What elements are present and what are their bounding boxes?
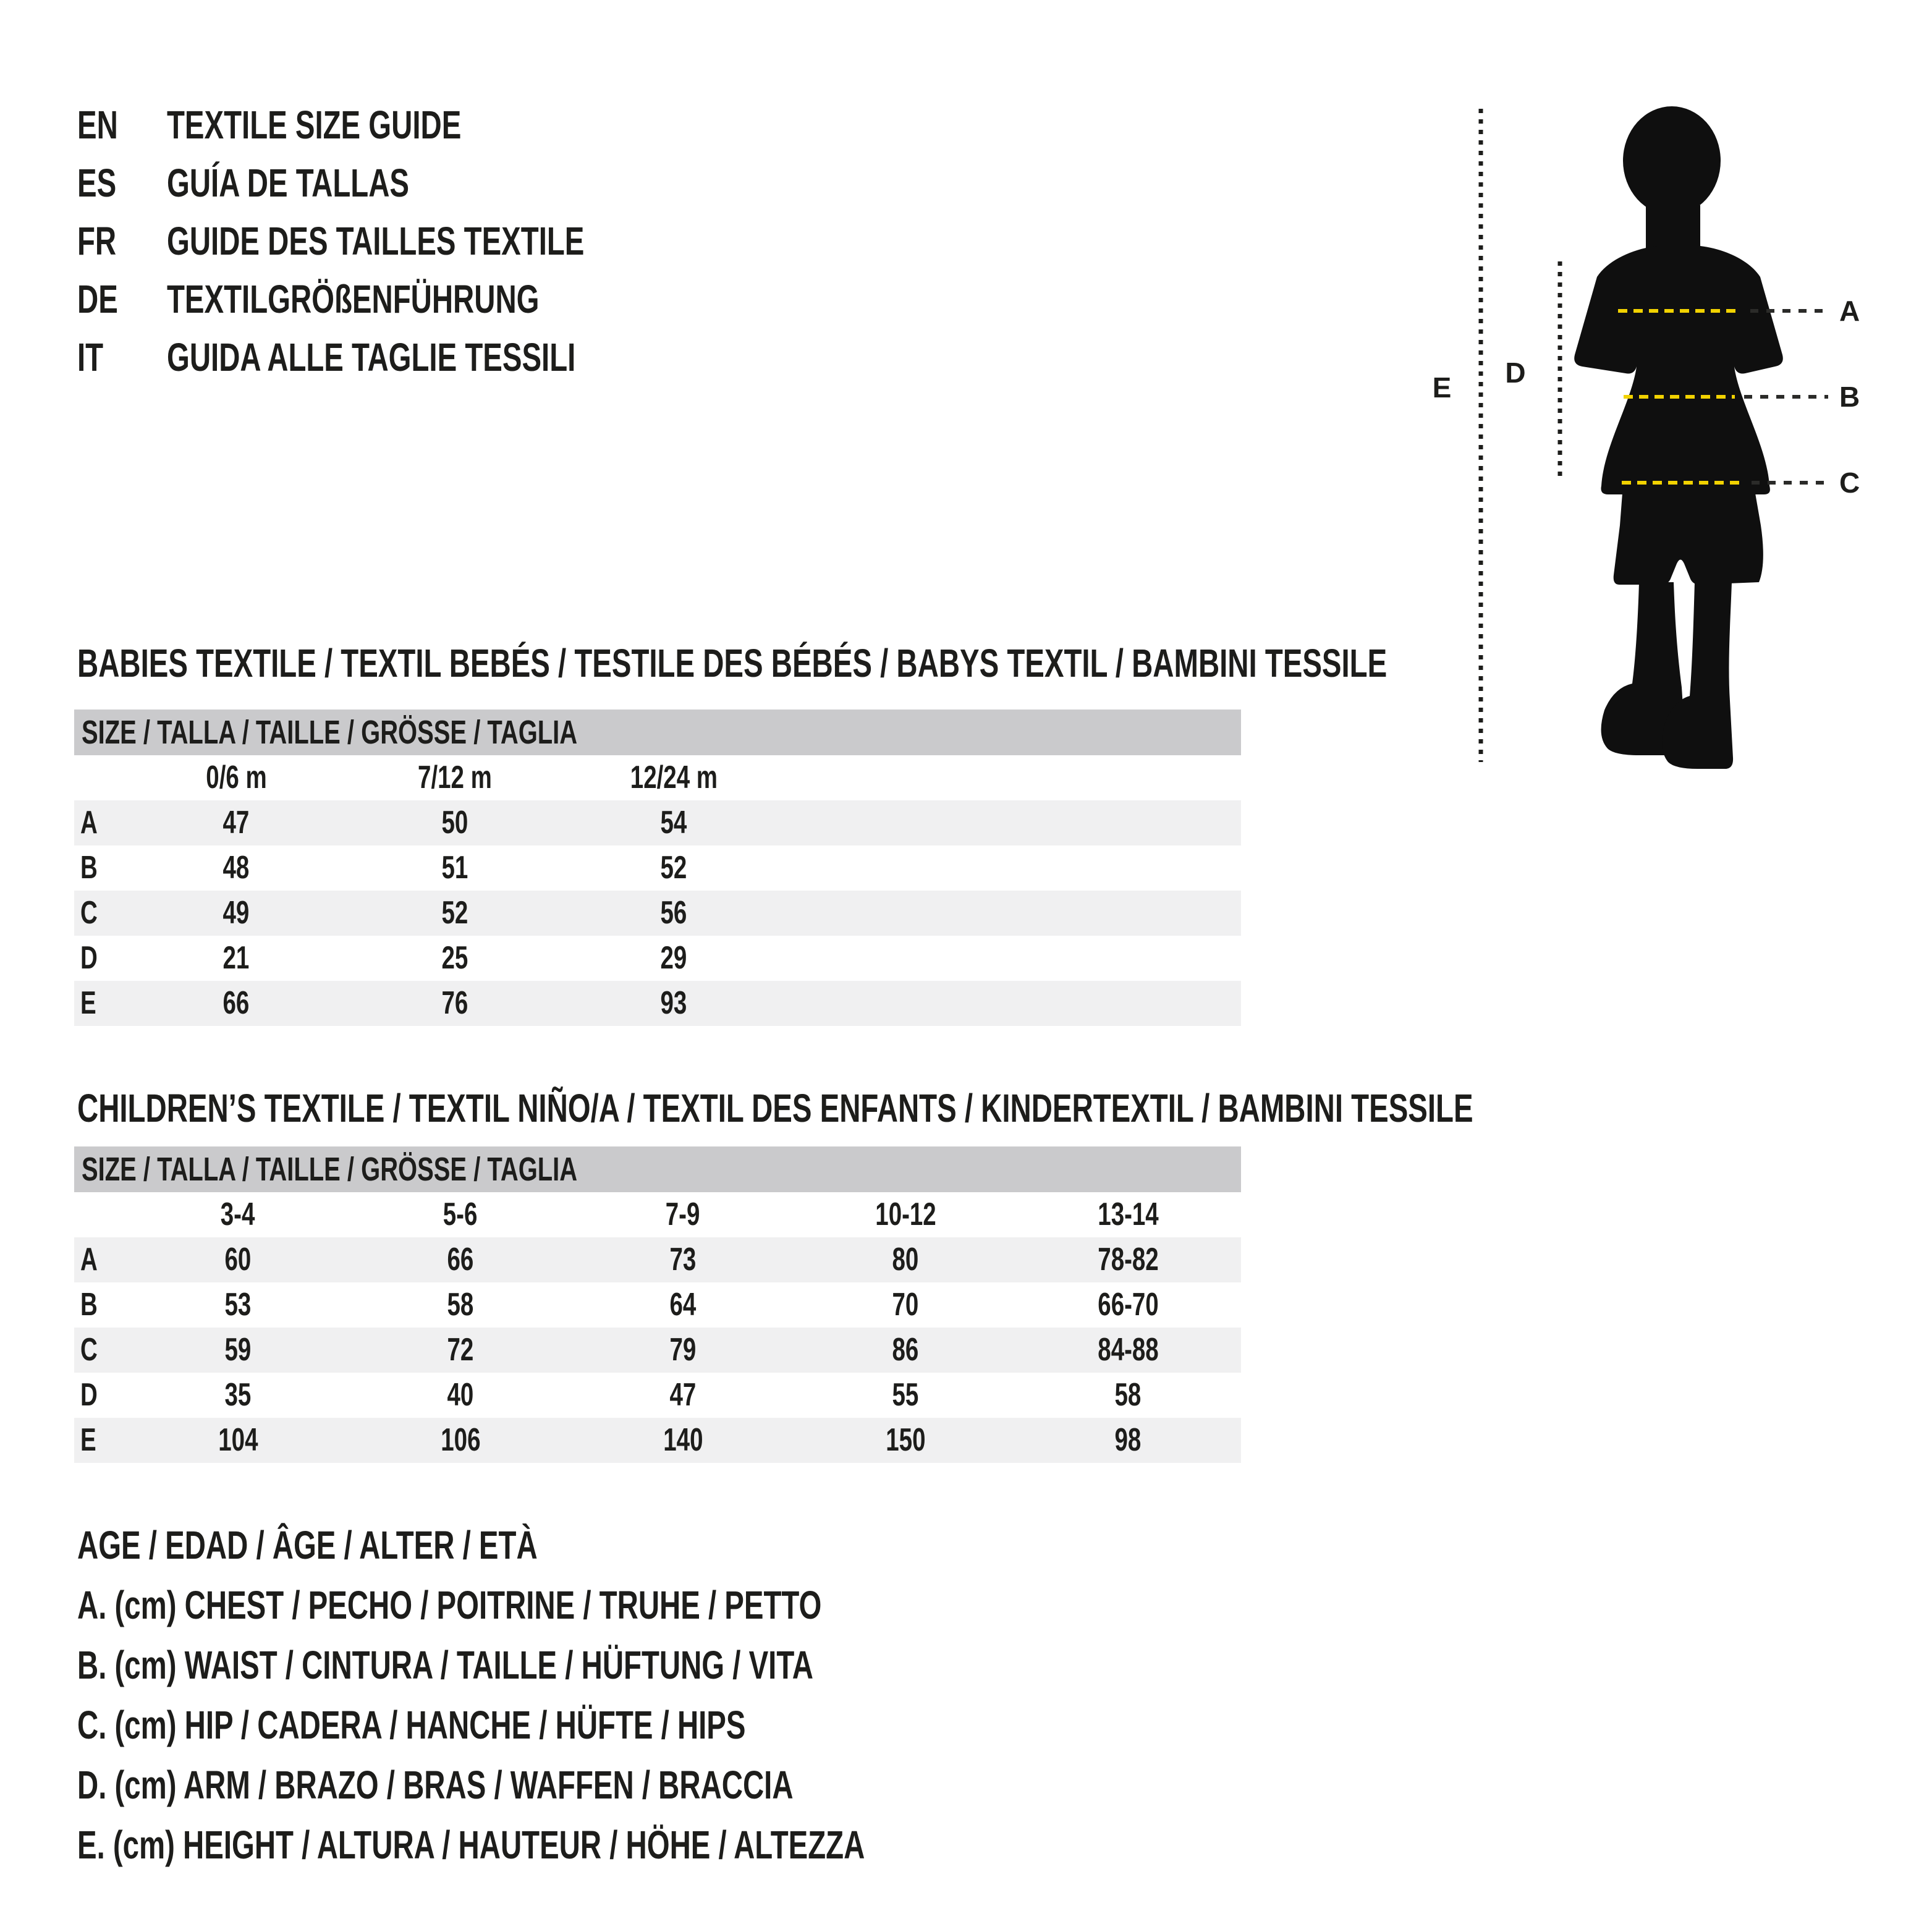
table-cell [349,1328,572,1373]
column-header-3-4 [127,1192,349,1237]
column-header-0-6m [127,755,345,800]
table-cell [349,1282,572,1328]
table-row [74,800,1241,845]
babies-size-header-bar [74,710,1241,755]
cell-value: 98 [1114,1422,1142,1458]
legend-line-waist [77,1635,1142,1695]
table-cell [572,1237,794,1282]
legend-text: AGE / EDAD / ÂGE / ALTER / ETÀ [77,1523,538,1567]
table-row [74,936,1241,981]
cell-value: 55 [892,1377,919,1413]
table-cell [564,845,783,891]
row-label-text: D [80,940,98,976]
cell-value: 35 [224,1377,252,1413]
silhouette-shorts [1614,493,1763,585]
language-title: GUIDA ALLE TAGLIE TESSILI [167,335,576,379]
babies-size-table [74,710,1241,1026]
cell-value: 21 [222,940,250,976]
cell-value: 40 [447,1377,474,1413]
cell-value: 53 [224,1287,252,1323]
table-row [74,1373,1241,1418]
cell-value: 76 [441,985,468,1021]
column-header-text: 0/6 m [205,760,267,795]
table-row [74,1328,1241,1373]
column-header-text: 5-6 [443,1197,478,1232]
table-cell [564,800,783,845]
row-label-text: E [80,985,96,1021]
table-row [74,891,1241,936]
column-header-12-24m [564,755,783,800]
cell-value: 79 [669,1332,697,1368]
table-cell [127,1418,349,1463]
language-title: GUÍA DE TALLAS [167,161,410,205]
size-header-label: SIZE / TALLA / TAILLE / GRÖSSE / TAGLIA [82,1151,578,1188]
table-cell [349,1418,572,1463]
column-header-text: 13-14 [1097,1197,1159,1232]
table-cell [1017,1282,1239,1328]
cell-value: 86 [892,1332,919,1368]
table-cell [349,1237,572,1282]
cell-value: 72 [447,1332,474,1368]
row-label [74,1282,127,1328]
row-label [74,800,127,845]
table-cell [572,1328,794,1373]
cell-value: 104 [218,1422,258,1458]
table-cell [349,1373,572,1418]
legend-text: A. (cm) CHEST / PECHO / POITRINE / TRUHE / PETTO [77,1583,822,1627]
table-cell [564,936,783,981]
table-cell [127,800,345,845]
language-title: TEXTILE SIZE GUIDE [167,103,462,147]
hip-marker-label: C [1839,467,1860,499]
table-cell [794,1237,1017,1282]
cell-value: 60 [224,1242,252,1277]
table-row [74,1237,1241,1282]
column-header-spacer [74,1192,127,1237]
table-cell [1017,1237,1239,1282]
cell-value: 47 [669,1377,697,1413]
cell-value: 93 [660,985,687,1021]
cell-value: 58 [447,1287,474,1323]
table-cell [345,981,564,1026]
language-code: EN [77,103,118,147]
row-label-text: D [80,1377,98,1413]
cell-value: 66 [222,985,250,1021]
table-cell [127,845,345,891]
language-code: ES [77,161,117,205]
legend-line-age [77,1515,1142,1575]
column-header-7-9 [572,1192,794,1237]
babies-column-header-row [74,755,1241,800]
cell-value: 59 [224,1332,252,1368]
cell-value: 54 [660,805,687,841]
row-label [74,845,127,891]
table-cell [345,845,564,891]
cell-value: 29 [660,940,687,976]
row-label-text: B [80,850,98,886]
children-section-title-text: CHILDREN’S TEXTILE / TEXTIL NIÑO/A / TEXTIL DES ENFANTS / KINDERTEXTIL / BAMBINI TESSILE [77,1086,1473,1130]
cell-value: 66-70 [1097,1287,1159,1323]
cell-value: 78-82 [1097,1242,1159,1277]
children-size-table [74,1146,1241,1463]
column-header-13-14 [1017,1192,1239,1237]
row-label-text: A [80,1242,98,1277]
cell-value: 51 [441,850,468,886]
table-row [74,981,1241,1026]
cell-value: 70 [892,1287,919,1323]
measurement-legend [77,1515,1142,1875]
table-cell [572,1282,794,1328]
children-section-title [77,1087,1932,1130]
cell-value: 48 [222,850,250,886]
column-header-text: 7-9 [666,1197,700,1232]
cell-value: 50 [441,805,468,841]
silhouette-head [1623,106,1721,215]
table-cell [127,981,345,1026]
legend-text: D. (cm) ARM / BRAZO / BRAS / WAFFEN / BRACCIA [77,1763,794,1807]
row-label [74,1328,127,1373]
table-cell [345,800,564,845]
arm-marker-label: D [1505,357,1526,389]
cell-value: 25 [441,940,468,976]
size-header-label: SIZE / TALLA / TAILLE / GRÖSSE / TAGLIA [82,714,578,751]
row-label [74,1373,127,1418]
row-label-text: C [80,895,98,931]
row-label [74,1237,127,1282]
table-cell [572,1373,794,1418]
row-label-text: C [80,1332,98,1368]
silhouette-neck [1646,205,1700,250]
legend-line-arm [77,1755,1142,1815]
table-cell [127,1237,349,1282]
silhouette-shirt [1574,246,1783,494]
height-marker-label: E [1432,371,1452,404]
row-label-text: B [80,1287,98,1323]
column-header-text: 3-4 [221,1197,255,1232]
column-header-text: 10-12 [875,1197,936,1232]
table-cell [127,1328,349,1373]
row-label [74,891,127,936]
table-cell [564,981,783,1026]
table-cell [572,1418,794,1463]
cell-value: 66 [447,1242,474,1277]
babies-section-title [77,642,1847,685]
language-code: FR [77,219,117,263]
table-cell [1017,1328,1239,1373]
table-cell [127,936,345,981]
legend-line-chest [77,1575,1142,1635]
cell-value: 64 [669,1287,697,1323]
table-cell [794,1418,1017,1463]
children-size-header-bar [74,1146,1241,1192]
table-cell [345,891,564,936]
language-title: TEXTILGRÖßENFÜHRUNG [167,277,540,321]
babies-section-title-text: BABIES TEXTILE / TEXTIL BEBÉS / TESTILE DES BÉBÉS / BABYS TEXTIL / BAMBINI TESSILE [77,641,1388,685]
children-column-header-row [74,1192,1241,1237]
cell-value: 73 [669,1242,697,1277]
language-code: IT [77,335,104,379]
table-cell [1017,1418,1239,1463]
table-cell [127,1282,349,1328]
table-row [74,845,1241,891]
legend-text: C. (cm) HIP / CADERA / HANCHE / HÜFTE / HIPS [77,1703,746,1747]
chest-marker-label: A [1839,295,1860,327]
table-row [74,1282,1241,1328]
legend-text: E. (cm) HEIGHT / ALTURA / HAUTEUR / HÖHE / ALTEZZA [77,1823,865,1867]
column-header-7-12m [345,755,564,800]
column-header-text: 7/12 m [418,760,492,795]
table-cell [127,891,345,936]
column-header-5-6 [349,1192,572,1237]
legend-line-height [77,1815,1142,1875]
cell-value: 47 [222,805,250,841]
cell-value: 150 [885,1422,926,1458]
legend-line-hip [77,1695,1142,1755]
language-code: DE [77,277,118,321]
row-label [74,981,127,1026]
row-label [74,936,127,981]
cell-value: 56 [660,895,687,931]
row-label [74,1418,127,1463]
row-label-text: E [80,1422,96,1458]
row-label-text: A [80,805,98,841]
cell-value: 52 [660,850,687,886]
column-header-text: 12/24 m [630,760,718,795]
table-cell [345,936,564,981]
legend-text: B. (cm) WAIST / CINTURA / TAILLE / HÜFTUNG / VITA [77,1643,813,1687]
table-cell [564,891,783,936]
cell-value: 140 [663,1422,703,1458]
column-header-10-12 [794,1192,1017,1237]
column-header-spacer [74,755,127,800]
waist-marker-label: B [1839,381,1860,413]
language-title: GUIDE DES TAILLES TEXTILE [167,219,585,263]
cell-value: 106 [440,1422,481,1458]
cell-value: 49 [222,895,250,931]
cell-value: 84-88 [1097,1332,1159,1368]
table-cell [794,1328,1017,1373]
table-cell [794,1373,1017,1418]
table-cell [1017,1373,1239,1418]
table-row [74,1418,1241,1463]
table-cell [794,1282,1017,1328]
table-cell [127,1373,349,1418]
cell-value: 58 [1114,1377,1142,1413]
cell-value: 80 [892,1242,919,1277]
cell-value: 52 [441,895,468,931]
